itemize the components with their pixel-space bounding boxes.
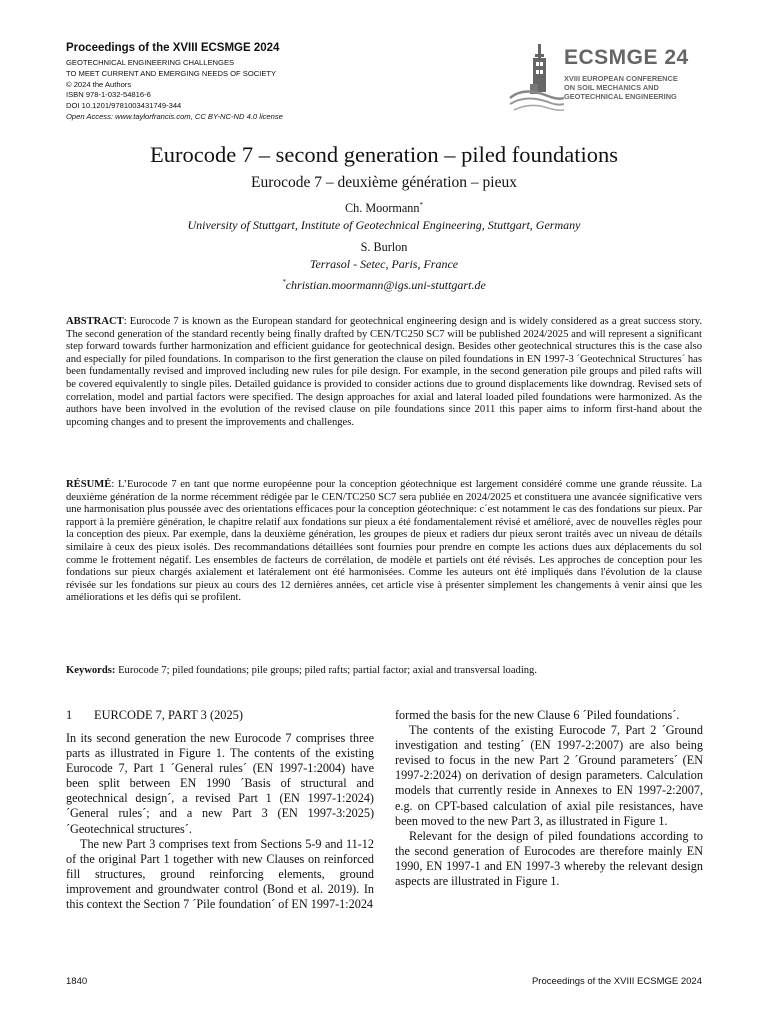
paper-subtitle: Eurocode 7 – deuxième génération – pieux	[251, 174, 517, 191]
doi-line: DOI 10.1201/9781003431749-344	[66, 101, 182, 111]
author-2	[0, 240, 768, 255]
footer-proceedings: Proceedings of the XVIII ECSMGE 2024	[531, 976, 702, 987]
section-heading	[66, 708, 243, 723]
email-line	[0, 278, 768, 293]
body-paragraph: The contents of the existing Eurocode 7, Part 2 ´Ground investigation and testing´ (EN 1997-2:2007) are also being revised to focus in the new Part 2 ´Ground parameters´ (EN 1997-2:2024) on derivation of design parameters. Calculation models that currently reside in Annexes to EN 1997-2:2007, e.g. on CPT-based calculation of axial pile resistances, have been moved to the new Part 3, as illustrated in Figure 1.	[395, 723, 703, 828]
keywords-label: Keywords:	[66, 665, 116, 676]
open-access-line: Open Access: www.taylorfrancis.com, CC BY-NC-ND 4.0 license	[66, 111, 283, 121]
body-paragraph: In its second generation the new Eurocode 7 comprises three parts as illustrated in Figure 1. The contents of the existing Eurocode 7, Part 1 ´General rules´ (EN 1997-1:2004) have been split between EN 1990 ´Basis of structural and geotechnical design´, a revised Part 1 (EN 1997-1:2024) ´General rules´; and a new Part 3 (EN 1997-3:2025) ´Geotechnical structures´.	[66, 731, 374, 836]
page-number: 1840	[66, 976, 88, 987]
keywords-text: Eurocode 7; piled foundations; pile groups; piled rafts; partial factor; axial and transversal loading.	[115, 665, 538, 676]
lighthouse-logo-icon	[508, 40, 564, 114]
logo-subtitle-line: GEOTECHNICAL ENGINEERING	[564, 92, 677, 101]
proceedings-title: Proceedings of the XVIII ECSMGE 2024	[66, 42, 280, 54]
abstract	[66, 316, 702, 429]
corresponding-mark: *	[419, 201, 423, 209]
logo-wordmark: ECSMGE 24	[564, 46, 689, 69]
header-line: TO MEET CURRENT AND EMERGING NEEDS OF SOCIETY	[66, 68, 277, 78]
right-column	[395, 708, 703, 889]
affiliation-2: Terrasol - Setec, Paris, France	[309, 257, 459, 271]
abstract-label: ABSTRACT	[66, 316, 124, 327]
keywords	[66, 665, 702, 678]
body-paragraph: The new Part 3 comprises text from Sections 5-9 and 11-12 of the original Part 1 together with new Clauses on reinforced fill structures, ground reinforcing elements, ground improvement and groundwater control (Bond et al. 2019). In this context the Section 7 ´Pile foundation´ of EN 1997-1:2024	[66, 836, 374, 912]
resume-label: RÉSUMÉ	[66, 479, 112, 490]
logo-subtitle-line: XVIII EUROPEAN CONFERENCE	[564, 74, 678, 83]
conference-logo	[508, 40, 708, 114]
email-address: christian.moormann@igs.uni-stuttgart.de	[285, 278, 486, 292]
header-line: GEOTECHNICAL ENGINEERING CHALLENGES	[66, 58, 235, 67]
copyright-line: © 2024 the Authors	[66, 79, 132, 89]
author-name: S. Burlon	[360, 240, 408, 254]
section-title: EURCODE 7, PART 3 (2025)	[94, 708, 243, 722]
resume	[66, 479, 702, 605]
logo-subtitle-line: ON SOIL MECHANICS AND	[564, 83, 659, 92]
left-column	[66, 731, 374, 912]
body-paragraph: Relevant for the design of piled foundations according to the second generation of Eurocodes are therefore mainly EN 1990, EN 1997-1 and EN 1997-3 whereby the relevant design aspects are illustrated in Figure 1.	[395, 828, 703, 889]
resume-text: : L’Eurocode 7 en tant que norme européenne pour la conception géotechnique est largement considéré comme une grande réussite. La deuxième génération de la norme récemment rédigée par le CEN/TC250 SC7 sera publiée en 2024/2025 et constituera une avancée significative vers une harmonisation plus poussée avec des orientations efficaces pour la conception géotechnique: c´est notamment le cas des fondations sur pieux. Par rapport à la première génération, le chapitre relatif aux fondations sur pieux a été fondamentalement révisé et amélioré, avec de nouvelles règles pour la conception des pieux. Par exemple, dans la deuxième génération, les groupes de pieux et radiers dur pieux seront traités avec un niveau de détails similaire à ceux des pieux isolés. Des recommandations détaillées sont fournies pour prendre en compte les actions dues aux déplacements du sol comme le frottement négatif. Les ensembles de facteurs de corrélation, de modèle et partiels ont été révisés. Les approches de conception pour les fondations sur pieux chargés axialement et latéralement ont été harmonisées. Comme les auteurs ont été impliqués dans l'évolution de la clause révisée sur les fondations sur pieux au cours des 12 dernières années, cet article vise à présenter simplement les changements à venir ainsi que les améliorations et les défis qui se profilent.	[66, 479, 702, 604]
email-mark: *	[282, 278, 286, 286]
isbn-line: ISBN 978-1-032-54816-6	[66, 90, 151, 100]
section-number: 1	[66, 708, 73, 722]
proceedings-header	[66, 42, 406, 123]
affiliation-1: University of Stuttgart, Institute of Geotechnical Engineering, Stuttgart, Germany	[187, 218, 581, 232]
author-name: Ch. Moormann	[345, 201, 420, 216]
body-paragraph: formed the basis for the new Clause 6 ´Piled foundations´.	[395, 708, 680, 722]
abstract-text: : Eurocode 7 is known as the European standard for geotechnical engineering design and is widely considered as a great success story. The second generation of the standard recently being finally drafted by CEN/TC250 SC7 will be published 2024/2025 and will represent a significant step forward towards further harmonization and efficient guidance for geotechnical design. Besides other geotechnical structures this is the case also and especially for piled foundations. In comparison to the first generation the clause on piled foundations in EN 1997-3 ´Geotechnical Structures´ has been fundamentally revised and improved including new rules for pile design. For example, in the second generation pile groups and piled rafts will be covered equivalently to single piles. Detailed guidance is provided to consider actions due to ground displacements like downdrag. Revised sets of correlation, model and partial factors were specified. The design approaches for axial and lateral loaded piled foundations were harmonized. As the authors have been involved in the evolution of the revised clause on pile foundations since 2011 this paper aims to inform first-hand about the upcoming changes and to present the improvements and challenges.	[66, 316, 702, 428]
author-1	[0, 201, 768, 216]
paper-title: Eurocode 7 – second generation – piled foundations	[150, 142, 618, 167]
